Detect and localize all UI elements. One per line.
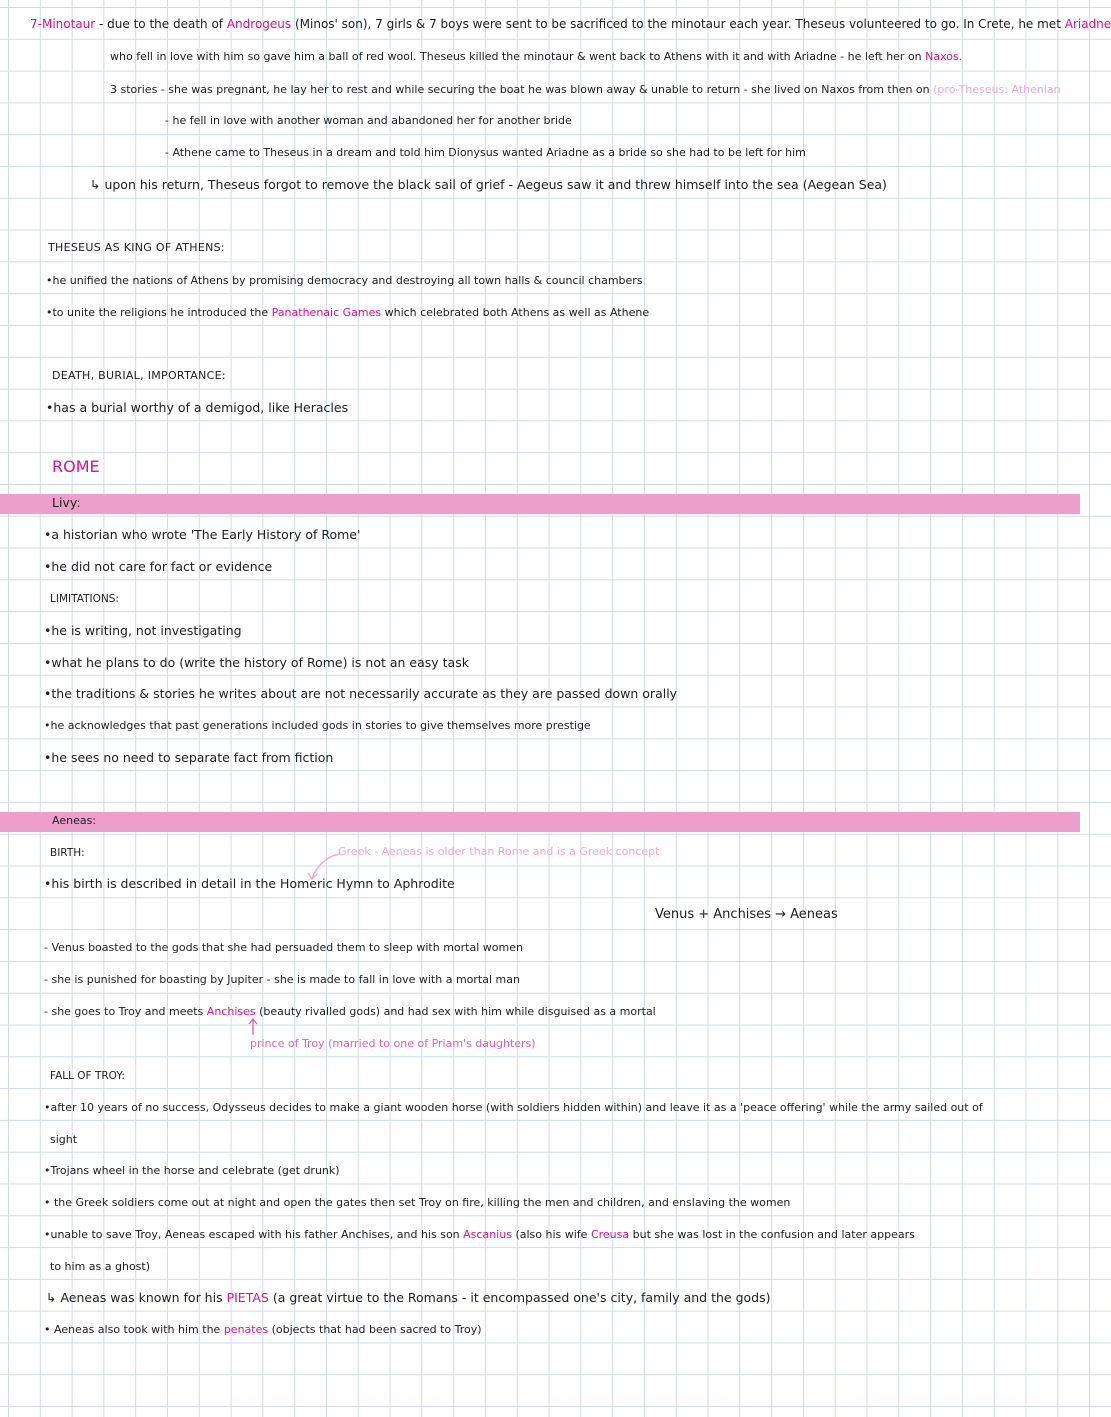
parentage-equation: Venus + Anchises → Aeneas: [655, 907, 838, 922]
anchises-term: Anchises: [206, 1005, 256, 1018]
pro-theseus-note: (pro-Theseus: Athenian: [933, 83, 1061, 96]
minotaur-line-1: [30, 15, 1111, 33]
king-bullet-2-text: •to unite the religions he introduced the: [46, 306, 269, 319]
pietas-text-2: (a great virtue to the Romans - it encompassed one's city, family and the gods): [272, 1290, 771, 1305]
item-number: 7-: [30, 17, 42, 31]
limitations-heading: LIMITATIONS:: [50, 593, 119, 605]
troy-bullet-4: [44, 1226, 915, 1244]
minotaur-text-2: (Minos' son), 7 girls & 7 boys were sent to be sacrificed to the minotaur each year. Theseus volunteered to go. In Crete, he met: [294, 17, 1061, 31]
minotaur-line-5: - Athene came to Theseus in a dream and told him Dionysus wanted Ariadne as a bride so she had to be left for him: [165, 146, 806, 159]
limitation-3: •the traditions & stories he writes about are not necessarily accurate as they are passed down orally: [44, 686, 678, 701]
minotaur-line-6: ↳ upon his return, Theseus forgot to remove the black sail of grief - Aegeus saw it and threw himself into the sea (Aegean Sea): [90, 177, 887, 192]
livy-heading: Livy:: [52, 495, 81, 510]
troy-bullet-4-text: •unable to save Troy, Aeneas escaped with his father Anchises, and his son: [44, 1228, 460, 1241]
minotaur-line-4: - he fell in love with another woman and abandoned her for another bride: [165, 114, 572, 127]
troy-bullet-4-cont: to him as a ghost): [50, 1260, 151, 1273]
birth-bullet-1: •his birth is described in detail in the Homeric Hymn to Aphrodite: [44, 876, 455, 891]
limitation-1: •he is writing, not investigating: [44, 623, 242, 638]
highlight-band-livy: [0, 494, 1080, 514]
penates-line: [44, 1321, 482, 1339]
up-arrow-icon: [247, 1018, 259, 1036]
minotaur-term: Minotaur: [41, 17, 96, 31]
ariadne-term: Ariadne: [1064, 17, 1111, 31]
minotaur-line-2-text: who fell in love with him so gave him a ball of red wool. Theseus killed the minotaur & went back to Athens with it and with Ariadne - he left her on: [110, 50, 922, 63]
minotaur-text: - due to the death of: [99, 17, 224, 31]
king-heading: THESEUS AS KING OF ATHENS:: [48, 241, 225, 254]
livy-bullet-2: •he did not care for fact or evidence: [44, 559, 273, 574]
highlight-band-aeneas: [0, 812, 1080, 832]
troy-bullet-1-cont: sight: [50, 1133, 78, 1146]
limitation-2: •what he plans to do (write the history of Rome) is not an easy task: [44, 655, 469, 670]
penates-text-2: (objects that had been sacred to Troy): [271, 1323, 482, 1336]
panathenaic-term: Panathenaic Games: [271, 306, 382, 319]
pietas-text: ↳ Aeneas was known for his: [46, 1290, 223, 1305]
troy-bullet-3: • the Greek soldiers come out at night and open the gates then set Troy on fire, killing the men and children, and enslaving the women: [44, 1196, 791, 1209]
death-bullet-1: •has a burial worthy of a demigod, like Heracles: [46, 400, 349, 415]
prince-of-troy-note: prince of Troy (married to one of Priam's daughters): [250, 1037, 536, 1050]
birth-detail-2: - she is punished for boasting by Jupiter - she is made to fall in love with a mortal man: [44, 973, 520, 986]
limitation-4: •he acknowledges that past generations included gods in stories to give themselves more prestige: [44, 719, 591, 732]
creusa-term: Creusa: [590, 1228, 630, 1241]
troy-bullet-4-text-2: (also his wife: [515, 1228, 588, 1241]
livy-bullet-1: •a historian who wrote 'The Early History of Rome': [44, 527, 361, 542]
king-bullet-2: [46, 304, 649, 322]
troy-bullet-2: •Trojans wheel in the horse and celebrate (get drunk): [44, 1164, 340, 1177]
greek-concept-note: Greek - Aeneas is older than Rome and is a Greek concept: [338, 845, 660, 858]
birth-heading: BIRTH:: [50, 847, 85, 859]
minotaur-line-3-text: 3 stories - she was pregnant, he lay her to rest and while securing the boat he was blown away & unable to return - she lived on Naxos from then on: [110, 83, 930, 96]
troy-bullet-1: •after 10 years of no success, Odysseus decides to make a giant wooden horse (with soldiers hidden within) and leave it as a 'peace offering' while the army sailed out of: [44, 1101, 983, 1114]
aeneas-heading: Aeneas:: [52, 814, 97, 827]
birth-detail-3-text-2: (beauty rivalled gods) and had sex with him while disguised as a mortal: [259, 1005, 656, 1018]
penates-text: • Aeneas also took with him the: [44, 1323, 221, 1336]
pietas-line: [46, 1289, 770, 1307]
troy-bullet-4-text-3: but she was lost in the confusion and later appears: [632, 1228, 915, 1241]
king-bullet-1: •he unified the nations of Athens by promising democracy and destroying all town halls & council chambers: [46, 274, 643, 287]
birth-detail-3-text: - she goes to Troy and meets: [44, 1005, 204, 1018]
ascanius-term: Ascanius: [463, 1228, 512, 1241]
minotaur-line-3: [110, 81, 1061, 99]
birth-detail-1: - Venus boasted to the gods that she had persuaded them to sleep with mortal women: [44, 941, 523, 954]
death-heading: DEATH, BURIAL, IMPORTANCE:: [52, 369, 226, 382]
limitation-5: •he sees no need to separate fact from fiction: [44, 750, 334, 765]
king-bullet-2-text-2: which celebrated both Athens as well as Athene: [384, 306, 650, 319]
pietas-term: PIETAS: [226, 1290, 269, 1305]
troy-heading: FALL OF TROY:: [50, 1070, 125, 1082]
birth-detail-3: [44, 1003, 656, 1021]
naxos-term: Naxos.: [925, 50, 963, 63]
androgeus-term: Androgeus: [226, 17, 292, 31]
rome-title: ROME: [52, 457, 100, 476]
penates-term: penates: [223, 1323, 269, 1336]
minotaur-line-2: [110, 48, 962, 66]
